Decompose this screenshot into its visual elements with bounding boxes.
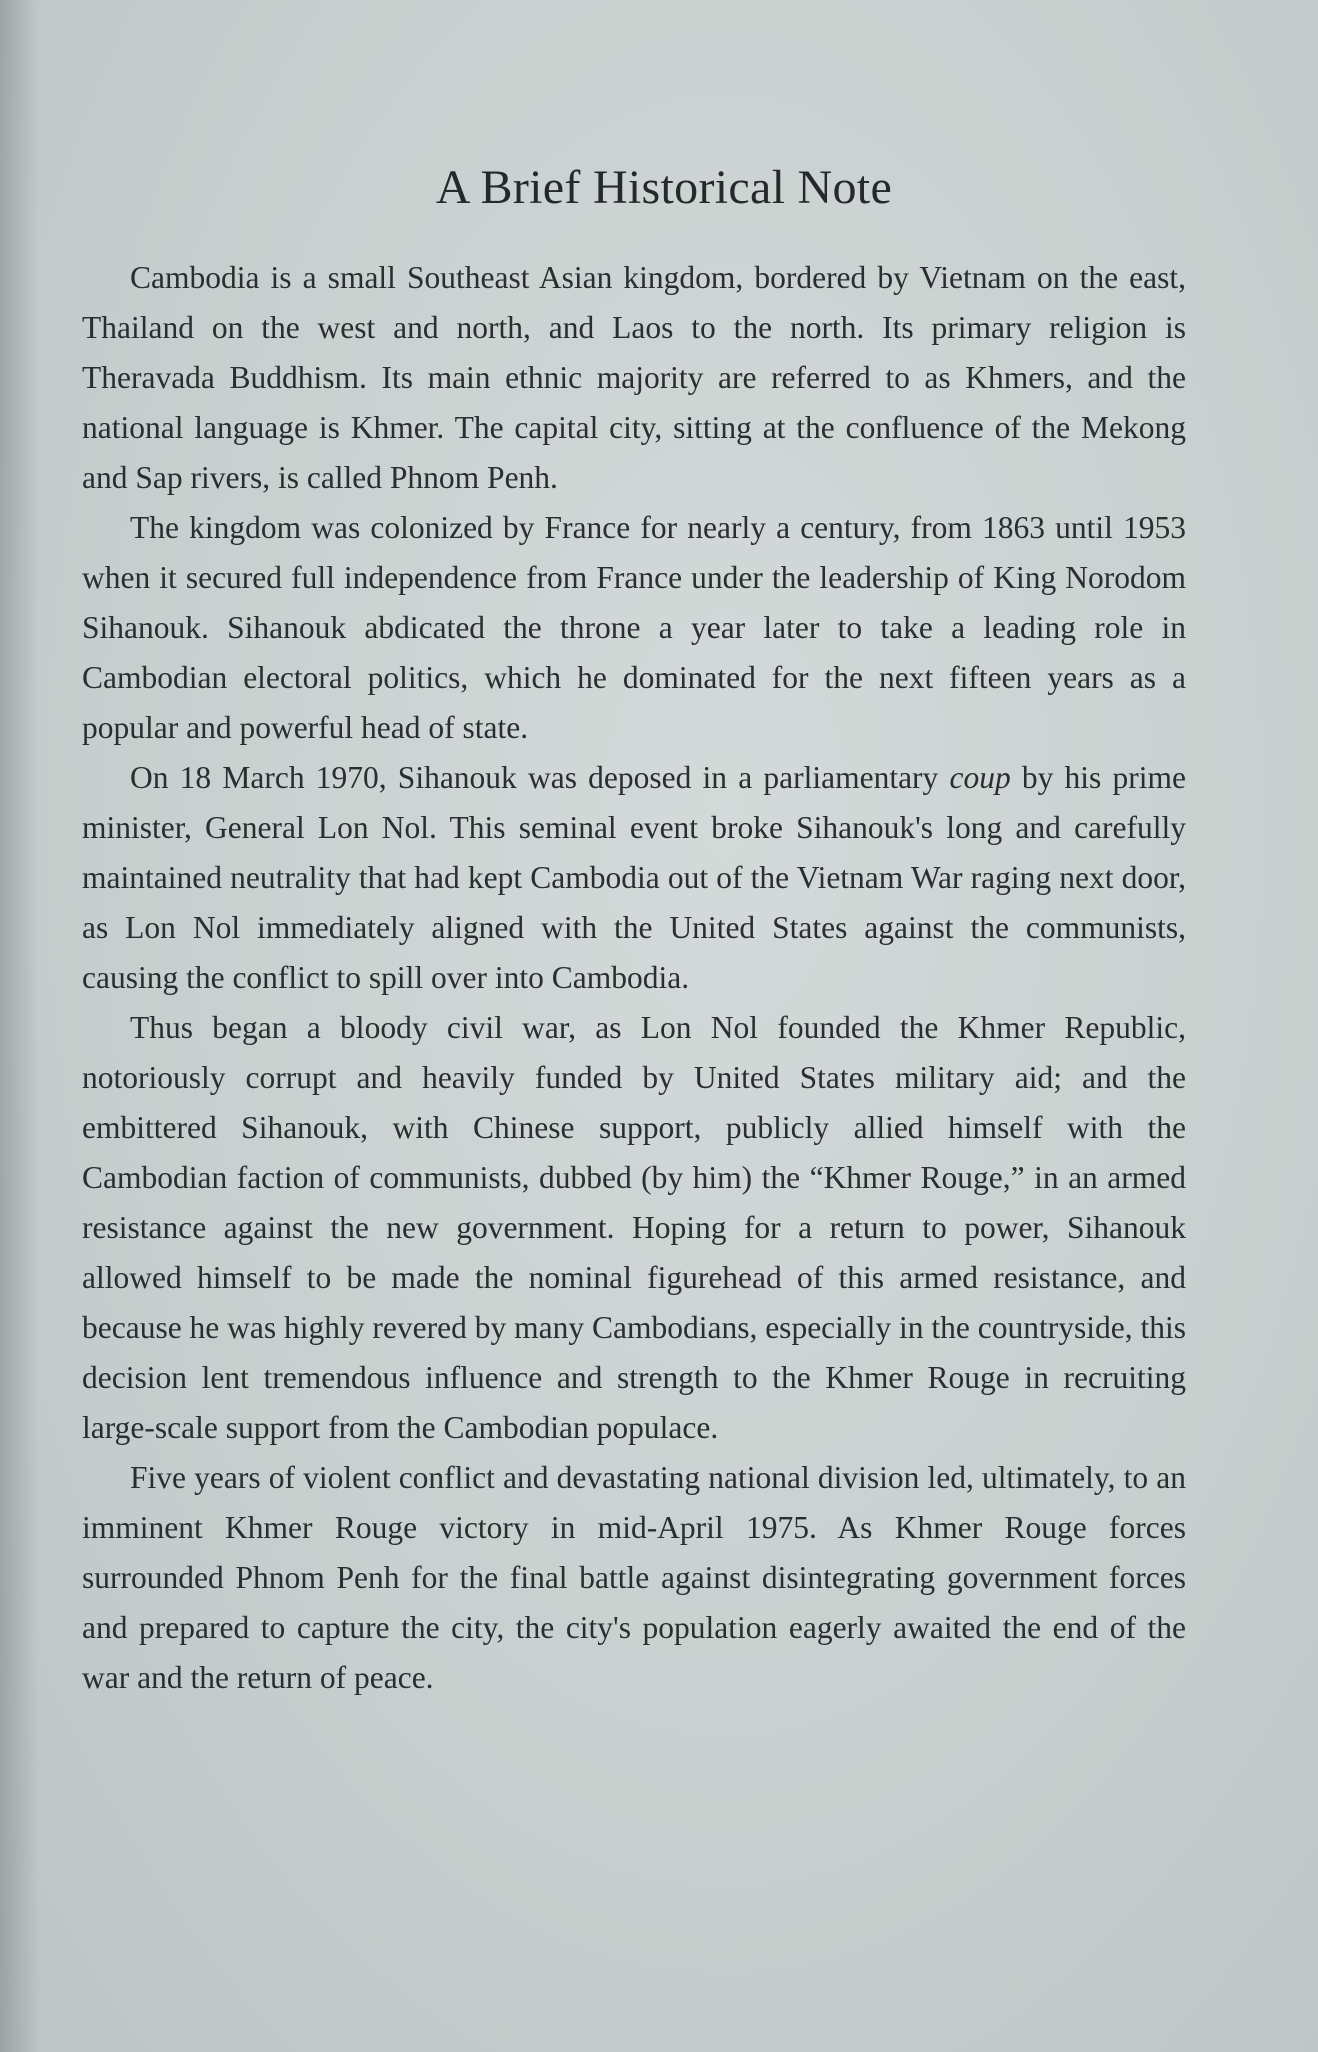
paragraph-4: Thus began a bloody civil war, as Lon Nol founded the Khmer Republic, notoriously corrupt and heavily funded by United States military aid; and the embittered Sihanouk, with Chinese support, publicly allied himself with the Cambodian faction of communists, dubbed (by him) the “Khmer Rouge,” in an armed resistance against the new government. Hoping for a return to power, Sihanouk allowed himself to be made the nominal figurehead of this armed resistance, and because he was highly revered by many Cambodians, especially in the countryside, this decision lent tremendous influence and strength to the Khmer Rouge in recruiting large-scale support from the Cambodian populace. xyxy=(82,1010,1186,1445)
paragraph-3 xyxy=(82,753,1186,1003)
paragraph-3-text-end: by his prime minister, General Lon Nol. This seminal event broke Sihanouk's long and carefully maintained neutrality that had kept Cambodia out of the Vietnam War raging next door, as Lon Nol immediately aligned with the United States against the communists, causing the conflict to spill over into Cambodia. xyxy=(82,760,1186,995)
page-gutter-shadow xyxy=(0,0,40,2052)
paragraph-3-italic-word: coup xyxy=(949,760,1011,795)
paragraph-5: Five years of violent conflict and devastating national division led, ultimately, to an imminent Khmer Rouge victory in mid-April 1975. As Khmer Rouge forces surrounded Phnom Penh for the final battle against disintegrating government forces and prepared to capture the city, the city's population eagerly awaited the end of the war and the return of peace. xyxy=(82,1460,1186,1695)
paragraph-2: The kingdom was colonized by France for nearly a century, from 1863 until 1953 when it secured full independence from France under the leadership of King Norodom Sihanouk. Sihanouk abdicated the throne a year later to take a leading role in Cambodian electoral politics, which he dominated for the next fifteen years as a popular and powerful head of state. xyxy=(82,510,1186,745)
paragraph-1: Cambodia is a small Southeast Asian kingdom, bordered by Vietnam on the east, Thailand on the west and north, and Laos to the north. Its primary religion is Theravada Buddhism. Its main ethnic majority are referred to as Khmers, and the national language is Khmer. The capital city, sitting at the confluence of the Mekong and Sap rivers, is called Phnom Penh. xyxy=(82,260,1186,495)
paragraph-3-text-start: On 18 March 1970, Sihanouk was deposed in a parliamentary xyxy=(130,760,950,795)
page-title: A Brief Historical Note xyxy=(435,161,893,214)
text-block xyxy=(82,160,1186,1703)
